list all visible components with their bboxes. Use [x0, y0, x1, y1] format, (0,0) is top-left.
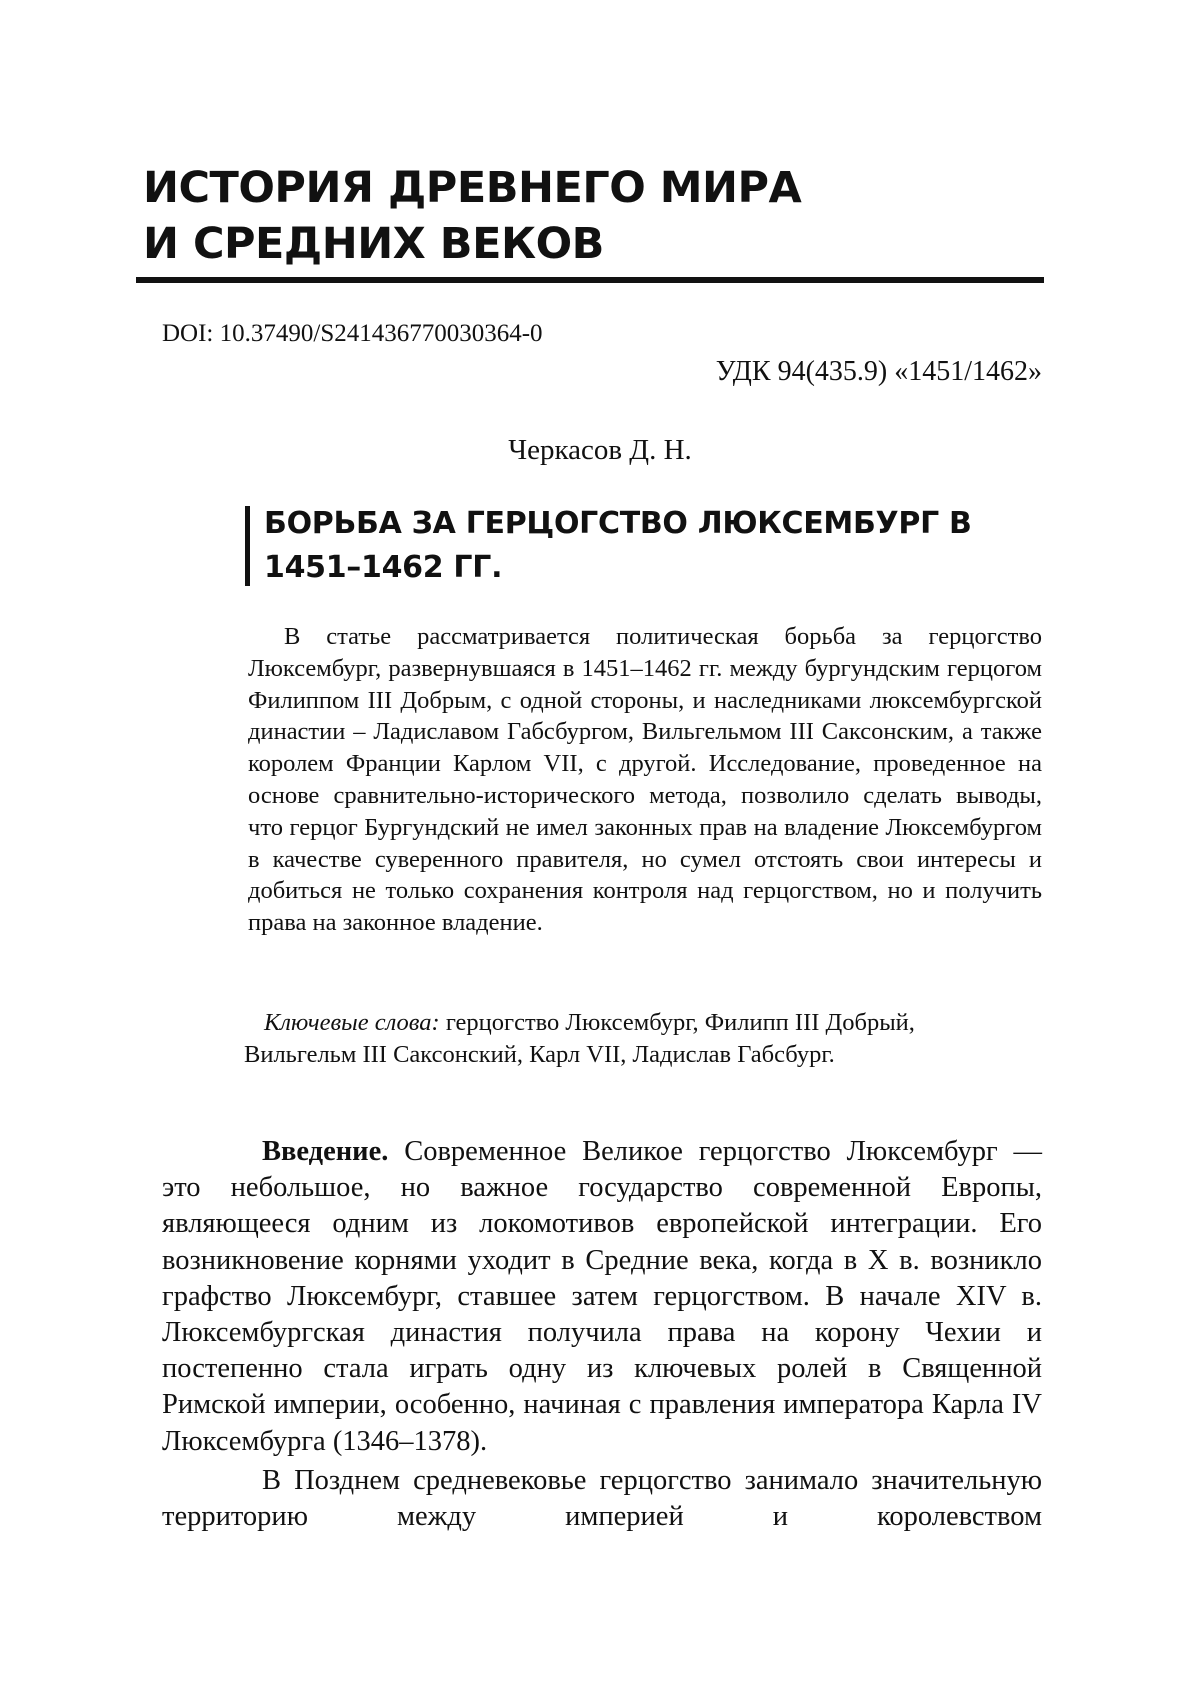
- keywords-label: Ключевые слова:: [264, 1009, 440, 1036]
- section-title-rule: [136, 277, 1044, 283]
- keywords-list-1: герцогство Люксембург, Филипп III Добрый,: [440, 1009, 915, 1036]
- journal-page: [0, 0, 1200, 1703]
- section-title: [143, 160, 801, 272]
- abstract: В статье рассматривается политическая борьба за герцогство Люксембург, развернувшаяся в 1451–1462 гг. между бургундским герцогом Филиппом III Добрым, с одной стороны, и наследниками люксембургской династии – Ладиславом Габсбургом, Вильгельмом III Саксонским, а также королем Франции Карлом VII, с другой. Исследование, проведенное на основе сравнительно-исторического метода, позволило сделать выводы, что герцог Бургундский не имел законных прав на владение Люксембургом в качестве суверенного правителя, но сумел отстоять свои интересы и добиться не только сохранения контроля над герцогством, но и получить права на законное владение.: [248, 621, 1042, 939]
- doi-identifier: DOI: 10.37490/S241436770030364-0: [162, 320, 543, 348]
- section-title-line-1: ИСТОРИЯ ДРЕВНЕГО МИРА: [143, 160, 801, 216]
- keywords-list-2: Вильгельм III Саксонский, Карл VII, Ладислав Габсбург.: [244, 1039, 1024, 1071]
- body-paragraph-2: В Позднем средневековье герцогство занимало значительную территорию между империей и королевством: [162, 1463, 1042, 1535]
- section-title-line-2: И СРЕДНИХ ВЕКОВ: [143, 216, 801, 272]
- udk-code: УДК 94(435.9) «1451/1462»: [716, 356, 1042, 388]
- paragraph-1-text: Современное Великое герцогство Люксембург — это небольшое, но важное государство современной Европы, являющееся одним из локомотивов европейской интеграции. Его возникновение корнями уходит в Средние века, когда в X в. возникло графство Люксембург, ставшее затем герцогством. В начале XIV в. Люксембургская династия получила права на корону Чехии и постепенно стала играть одну из ключевых ролей в Священной Римской империи, особенно, начиная с правления императора Карла IV Люксембурга (1346–1378).: [162, 1136, 1042, 1457]
- author-name: Черкасов Д. Н.: [0, 434, 1200, 467]
- article-title-bar: [245, 506, 250, 586]
- keywords-line-1: [264, 1007, 1024, 1039]
- keywords: [264, 1007, 1024, 1071]
- intro-label: Введение.: [262, 1136, 388, 1167]
- body-text: [162, 1134, 1042, 1538]
- article-title: БОРЬБА ЗА ГЕРЦОГСТВО ЛЮКСЕМБУРГ В 1451–1462 ГГ.: [264, 502, 1044, 590]
- body-paragraph-1: [162, 1134, 1042, 1460]
